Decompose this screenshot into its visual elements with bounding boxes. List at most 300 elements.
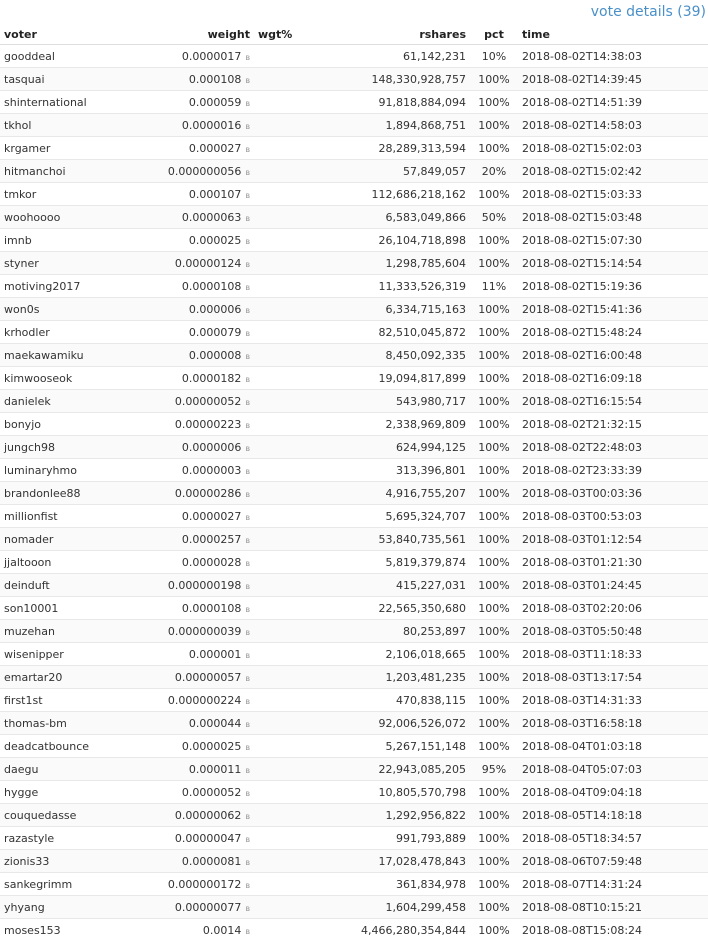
- voter-cell: [0, 68, 130, 91]
- weight-cell: [130, 781, 254, 804]
- voter-link[interactable]: thomas-bm: [4, 717, 67, 730]
- voter-cell: [0, 689, 130, 712]
- table-row: [0, 229, 708, 252]
- column-header-weight[interactable]: weight: [130, 24, 254, 45]
- voter-link[interactable]: moses153: [4, 924, 61, 937]
- column-header-time[interactable]: time: [518, 24, 708, 45]
- weight-value: 0.0000027: [182, 510, 242, 523]
- wgt-percent-cell: [254, 45, 324, 68]
- rshares-cell: 5,267,151,148: [324, 735, 470, 758]
- weight-unit: ʙ: [245, 628, 250, 637]
- voter-link[interactable]: hygge: [4, 786, 38, 799]
- weight-cell: [130, 505, 254, 528]
- voter-cell: [0, 735, 130, 758]
- voter-link[interactable]: bonyjo: [4, 418, 41, 431]
- voter-cell: [0, 666, 130, 689]
- pct-cell: 100%: [470, 896, 518, 919]
- pct-cell: 100%: [470, 735, 518, 758]
- weight-cell: [130, 482, 254, 505]
- voter-cell: [0, 459, 130, 482]
- table-row: [0, 505, 708, 528]
- pct-cell: 100%: [470, 620, 518, 643]
- voter-link[interactable]: deinduft: [4, 579, 50, 592]
- weight-value: 0.00000057: [175, 671, 241, 684]
- wgt-percent-cell: [254, 367, 324, 390]
- wgt-percent-cell: [254, 574, 324, 597]
- pct-cell: 100%: [470, 114, 518, 137]
- voter-link[interactable]: styner: [4, 257, 39, 270]
- weight-unit: ʙ: [245, 605, 250, 614]
- weight-cell: [130, 321, 254, 344]
- weight-cell: [130, 344, 254, 367]
- wgt-percent-cell: [254, 873, 324, 896]
- voter-link[interactable]: emartar20: [4, 671, 62, 684]
- rshares-cell: 61,142,231: [324, 45, 470, 68]
- voter-link[interactable]: deadcatbounce: [4, 740, 89, 753]
- voter-cell: [0, 114, 130, 137]
- time-cell: 2018-08-03T01:24:45: [518, 574, 708, 597]
- weight-unit: ʙ: [245, 237, 250, 246]
- pct-cell: 100%: [470, 919, 518, 941]
- table-row: [0, 275, 708, 298]
- time-cell: 2018-08-07T14:31:24: [518, 873, 708, 896]
- wgt-percent-cell: [254, 459, 324, 482]
- pct-cell: 100%: [470, 229, 518, 252]
- voter-link[interactable]: son10001: [4, 602, 58, 615]
- weight-cell: [130, 436, 254, 459]
- rshares-cell: 5,695,324,707: [324, 505, 470, 528]
- weight-value: 0.0000003: [182, 464, 242, 477]
- table-row: [0, 850, 708, 873]
- voter-cell: [0, 344, 130, 367]
- table-row: [0, 735, 708, 758]
- wgt-percent-cell: [254, 206, 324, 229]
- wgt-percent-cell: [254, 298, 324, 321]
- weight-unit: ʙ: [245, 352, 250, 361]
- rshares-cell: 991,793,889: [324, 827, 470, 850]
- weight-unit: ʙ: [245, 927, 250, 936]
- weight-cell: [130, 160, 254, 183]
- voter-cell: [0, 850, 130, 873]
- pct-cell: 100%: [470, 183, 518, 206]
- voter-link[interactable]: tkhol: [4, 119, 31, 132]
- weight-unit: ʙ: [245, 674, 250, 683]
- pct-cell: 100%: [470, 643, 518, 666]
- time-cell: 2018-08-02T21:32:15: [518, 413, 708, 436]
- voter-link[interactable]: jjaltooon: [4, 556, 51, 569]
- wgt-percent-cell: [254, 321, 324, 344]
- weight-unit: ʙ: [245, 490, 250, 499]
- voter-link[interactable]: daegu: [4, 763, 38, 776]
- wgt-percent-cell: [254, 114, 324, 137]
- weight-value: 0.0000028: [182, 556, 242, 569]
- wgt-percent-cell: [254, 528, 324, 551]
- table-row: [0, 827, 708, 850]
- weight-value: 0.000000056: [168, 165, 241, 178]
- voter-link[interactable]: danielek: [4, 395, 51, 408]
- pct-cell: 100%: [470, 459, 518, 482]
- weight-unit: ʙ: [245, 536, 250, 545]
- pct-cell: 100%: [470, 298, 518, 321]
- rshares-cell: 6,334,715,163: [324, 298, 470, 321]
- voter-link[interactable]: tasquai: [4, 73, 45, 86]
- voter-cell: [0, 896, 130, 919]
- weight-unit: ʙ: [245, 444, 250, 453]
- voter-link[interactable]: couquedasse: [4, 809, 76, 822]
- weight-value: 0.000108: [189, 73, 242, 86]
- pct-cell: 100%: [470, 482, 518, 505]
- weight-cell: [130, 68, 254, 91]
- weight-value: 0.000011: [189, 763, 242, 776]
- wgt-percent-cell: [254, 275, 324, 298]
- rshares-cell: 91,818,884,094: [324, 91, 470, 114]
- time-cell: 2018-08-02T14:39:45: [518, 68, 708, 91]
- pct-cell: 100%: [470, 712, 518, 735]
- column-header-wgt-percent[interactable]: wgt%: [254, 24, 324, 45]
- pct-cell: 100%: [470, 436, 518, 459]
- voter-link[interactable]: won0s: [4, 303, 39, 316]
- voter-cell: [0, 160, 130, 183]
- wgt-percent-cell: [254, 735, 324, 758]
- weight-cell: [130, 137, 254, 160]
- weight-value: 0.000000039: [168, 625, 241, 638]
- voter-link[interactable]: millionfist: [4, 510, 58, 523]
- wgt-percent-cell: [254, 505, 324, 528]
- voter-cell: [0, 91, 130, 114]
- weight-cell: [130, 551, 254, 574]
- weight-cell: [130, 873, 254, 896]
- voter-link[interactable]: krgamer: [4, 142, 50, 155]
- weight-unit: ʙ: [245, 421, 250, 430]
- weight-value: 0.00000077: [175, 901, 241, 914]
- time-cell: 2018-08-02T14:58:03: [518, 114, 708, 137]
- voter-link[interactable]: shinternational: [4, 96, 87, 109]
- table-row: [0, 436, 708, 459]
- weight-unit: ʙ: [245, 168, 250, 177]
- time-cell: 2018-08-03T00:03:36: [518, 482, 708, 505]
- table-row: [0, 597, 708, 620]
- voter-link[interactable]: maekawamiku: [4, 349, 84, 362]
- voter-link[interactable]: kimwooseok: [4, 372, 72, 385]
- weight-unit: ʙ: [245, 651, 250, 660]
- voter-link[interactable]: brandonlee88: [4, 487, 81, 500]
- table-row: [0, 367, 708, 390]
- rshares-cell: 543,980,717: [324, 390, 470, 413]
- rshares-cell: 6,583,049,866: [324, 206, 470, 229]
- pct-cell: 100%: [470, 597, 518, 620]
- table-row: [0, 643, 708, 666]
- wgt-percent-cell: [254, 183, 324, 206]
- time-cell: 2018-08-02T16:09:18: [518, 367, 708, 390]
- voter-link[interactable]: nomader: [4, 533, 53, 546]
- weight-value: 0.0000108: [182, 602, 242, 615]
- voter-link[interactable]: sankegrimm: [4, 878, 72, 891]
- voter-cell: [0, 137, 130, 160]
- voter-cell: [0, 643, 130, 666]
- rshares-cell: 1,203,481,235: [324, 666, 470, 689]
- rshares-cell: 8,450,092,335: [324, 344, 470, 367]
- pct-cell: 100%: [470, 781, 518, 804]
- table-row: [0, 413, 708, 436]
- weight-unit: ʙ: [245, 191, 250, 200]
- pct-cell: 100%: [470, 505, 518, 528]
- weight-value: 0.0000016: [182, 119, 242, 132]
- weight-unit: ʙ: [245, 858, 250, 867]
- table-row: [0, 804, 708, 827]
- table-row: [0, 919, 708, 941]
- table-row: [0, 160, 708, 183]
- voter-cell: [0, 367, 130, 390]
- column-header-voter[interactable]: voter: [0, 24, 130, 45]
- weight-value: 0.0000025: [182, 740, 242, 753]
- weight-cell: [130, 574, 254, 597]
- pct-cell: 100%: [470, 804, 518, 827]
- pct-cell: 100%: [470, 551, 518, 574]
- weight-cell: [130, 528, 254, 551]
- weight-unit: ʙ: [245, 122, 250, 131]
- voter-link[interactable]: motiving2017: [4, 280, 80, 293]
- weight-value: 0.000006: [189, 303, 242, 316]
- pct-cell: 100%: [470, 91, 518, 114]
- time-cell: 2018-08-03T05:50:48: [518, 620, 708, 643]
- weight-value: 0.000027: [189, 142, 242, 155]
- weight-unit: ʙ: [245, 283, 250, 292]
- voter-link[interactable]: gooddeal: [4, 50, 55, 63]
- table-row: [0, 344, 708, 367]
- weight-unit: ʙ: [245, 329, 250, 338]
- pct-cell: 100%: [470, 413, 518, 436]
- wgt-percent-cell: [254, 597, 324, 620]
- time-cell: 2018-08-02T15:02:03: [518, 137, 708, 160]
- table-row: [0, 183, 708, 206]
- voter-link[interactable]: jungch98: [4, 441, 55, 454]
- weight-value: 0.0000017: [182, 50, 242, 63]
- weight-unit: ʙ: [245, 375, 250, 384]
- voter-link[interactable]: muzehan: [4, 625, 55, 638]
- rshares-cell: 92,006,526,072: [324, 712, 470, 735]
- weight-unit: ʙ: [245, 145, 250, 154]
- weight-unit: ʙ: [245, 582, 250, 591]
- weight-value: 0.00000062: [175, 809, 241, 822]
- pct-cell: 100%: [470, 689, 518, 712]
- pct-cell: 100%: [470, 252, 518, 275]
- rshares-cell: 11,333,526,319: [324, 275, 470, 298]
- voter-link[interactable]: yhyang: [4, 901, 45, 914]
- voter-cell: [0, 620, 130, 643]
- weight-value: 0.000044: [189, 717, 242, 730]
- table-row: [0, 482, 708, 505]
- time-cell: 2018-08-03T02:20:06: [518, 597, 708, 620]
- voter-cell: [0, 436, 130, 459]
- time-cell: 2018-08-02T22:48:03: [518, 436, 708, 459]
- pct-cell: 100%: [470, 850, 518, 873]
- rshares-cell: 4,466,280,354,844: [324, 919, 470, 941]
- weight-value: 0.0000182: [182, 372, 242, 385]
- wgt-percent-cell: [254, 712, 324, 735]
- table-row: [0, 574, 708, 597]
- table-row: [0, 91, 708, 114]
- wgt-percent-cell: [254, 850, 324, 873]
- voter-cell: [0, 873, 130, 896]
- column-header-rshares[interactable]: rshares: [324, 24, 470, 45]
- pct-cell: 11%: [470, 275, 518, 298]
- weight-cell: [130, 45, 254, 68]
- column-header-pct[interactable]: pct: [470, 24, 518, 45]
- rshares-cell: 112,686,218,162: [324, 183, 470, 206]
- rshares-cell: 10,805,570,798: [324, 781, 470, 804]
- voter-cell: [0, 551, 130, 574]
- weight-unit: ʙ: [245, 812, 250, 821]
- weight-cell: [130, 850, 254, 873]
- time-cell: 2018-08-03T16:58:18: [518, 712, 708, 735]
- voter-cell: [0, 574, 130, 597]
- weight-unit: ʙ: [245, 99, 250, 108]
- pct-cell: 100%: [470, 873, 518, 896]
- time-cell: 2018-08-08T15:08:24: [518, 919, 708, 941]
- voter-cell: [0, 229, 130, 252]
- voter-link[interactable]: razastyle: [4, 832, 54, 845]
- rshares-cell: 148,330,928,757: [324, 68, 470, 91]
- rshares-cell: 1,894,868,751: [324, 114, 470, 137]
- weight-unit: ʙ: [245, 53, 250, 62]
- voter-cell: [0, 321, 130, 344]
- table-row: [0, 459, 708, 482]
- weight-value: 0.00000052: [175, 395, 241, 408]
- voter-link[interactable]: first1st: [4, 694, 43, 707]
- weight-value: 0.0000052: [182, 786, 242, 799]
- weight-cell: [130, 252, 254, 275]
- wgt-percent-cell: [254, 68, 324, 91]
- pct-cell: 95%: [470, 758, 518, 781]
- table-row: [0, 620, 708, 643]
- weight-value: 0.000000172: [168, 878, 241, 891]
- time-cell: 2018-08-04T05:07:03: [518, 758, 708, 781]
- weight-unit: ʙ: [245, 697, 250, 706]
- voter-link[interactable]: zionis33: [4, 855, 49, 868]
- weight-unit: ʙ: [245, 766, 250, 775]
- table-row: [0, 781, 708, 804]
- weight-cell: [130, 827, 254, 850]
- weight-unit: ʙ: [245, 559, 250, 568]
- voter-cell: [0, 298, 130, 321]
- wgt-percent-cell: [254, 643, 324, 666]
- weight-cell: [130, 804, 254, 827]
- voter-link[interactable]: tmkor: [4, 188, 36, 201]
- rshares-cell: 80,253,897: [324, 620, 470, 643]
- wgt-percent-cell: [254, 551, 324, 574]
- voter-link[interactable]: imnb: [4, 234, 32, 247]
- weight-value: 0.000000198: [168, 579, 241, 592]
- weight-cell: [130, 206, 254, 229]
- voter-cell: [0, 804, 130, 827]
- weight-cell: [130, 620, 254, 643]
- weight-value: 0.00000124: [175, 257, 241, 270]
- weight-cell: [130, 459, 254, 482]
- weight-value: 0.000008: [189, 349, 242, 362]
- weight-unit: ʙ: [245, 214, 250, 223]
- weight-unit: ʙ: [245, 398, 250, 407]
- pct-cell: 10%: [470, 45, 518, 68]
- wgt-percent-cell: [254, 781, 324, 804]
- weight-value: 0.000107: [189, 188, 242, 201]
- weight-unit: ʙ: [245, 260, 250, 269]
- table-row: [0, 551, 708, 574]
- voter-cell: [0, 712, 130, 735]
- rshares-cell: 1,298,785,604: [324, 252, 470, 275]
- table-row: [0, 206, 708, 229]
- rshares-cell: 624,994,125: [324, 436, 470, 459]
- voter-cell: [0, 390, 130, 413]
- time-cell: 2018-08-02T15:19:36: [518, 275, 708, 298]
- weight-cell: [130, 298, 254, 321]
- weight-value: 0.0000081: [182, 855, 242, 868]
- rshares-cell: 17,028,478,843: [324, 850, 470, 873]
- pct-cell: 100%: [470, 321, 518, 344]
- time-cell: 2018-08-04T09:04:18: [518, 781, 708, 804]
- voter-cell: [0, 252, 130, 275]
- rshares-cell: 28,289,313,594: [324, 137, 470, 160]
- wgt-percent-cell: [254, 666, 324, 689]
- voter-cell: [0, 597, 130, 620]
- time-cell: 2018-08-02T15:02:42: [518, 160, 708, 183]
- wgt-percent-cell: [254, 620, 324, 643]
- time-cell: 2018-08-02T14:38:03: [518, 45, 708, 68]
- pct-cell: 100%: [470, 344, 518, 367]
- weight-unit: ʙ: [245, 720, 250, 729]
- time-cell: 2018-08-02T15:03:33: [518, 183, 708, 206]
- wgt-percent-cell: [254, 91, 324, 114]
- rshares-cell: 22,943,085,205: [324, 758, 470, 781]
- weight-value: 0.0000063: [182, 211, 242, 224]
- weight-cell: [130, 229, 254, 252]
- wgt-percent-cell: [254, 896, 324, 919]
- weight-cell: [130, 413, 254, 436]
- table-row: [0, 68, 708, 91]
- voter-link[interactable]: woohoooo: [4, 211, 60, 224]
- voter-link[interactable]: wisenipper: [4, 648, 64, 661]
- rshares-cell: 470,838,115: [324, 689, 470, 712]
- weight-unit: ʙ: [245, 881, 250, 890]
- rshares-cell: 415,227,031: [324, 574, 470, 597]
- rshares-cell: 53,840,735,561: [324, 528, 470, 551]
- voter-link[interactable]: luminaryhmo: [4, 464, 77, 477]
- voter-cell: [0, 482, 130, 505]
- vote-details-link[interactable]: vote details (39): [591, 4, 706, 20]
- weight-value: 0.00000223: [175, 418, 241, 431]
- time-cell: 2018-08-02T16:00:48: [518, 344, 708, 367]
- table-row: [0, 321, 708, 344]
- weight-cell: [130, 758, 254, 781]
- voter-link[interactable]: krhodler: [4, 326, 50, 339]
- time-cell: 2018-08-03T14:31:33: [518, 689, 708, 712]
- rshares-cell: 5,819,379,874: [324, 551, 470, 574]
- time-cell: 2018-08-03T01:12:54: [518, 528, 708, 551]
- votes-table-body: [0, 45, 708, 941]
- voter-link[interactable]: hitmanchoi: [4, 165, 66, 178]
- weight-unit: ʙ: [245, 789, 250, 798]
- time-cell: 2018-08-03T13:17:54: [518, 666, 708, 689]
- weight-cell: [130, 689, 254, 712]
- table-row: [0, 390, 708, 413]
- wgt-percent-cell: [254, 344, 324, 367]
- wgt-percent-cell: [254, 758, 324, 781]
- voter-cell: [0, 528, 130, 551]
- weight-cell: [130, 735, 254, 758]
- weight-cell: [130, 275, 254, 298]
- weight-cell: [130, 183, 254, 206]
- pct-cell: 50%: [470, 206, 518, 229]
- weight-unit: ʙ: [245, 467, 250, 476]
